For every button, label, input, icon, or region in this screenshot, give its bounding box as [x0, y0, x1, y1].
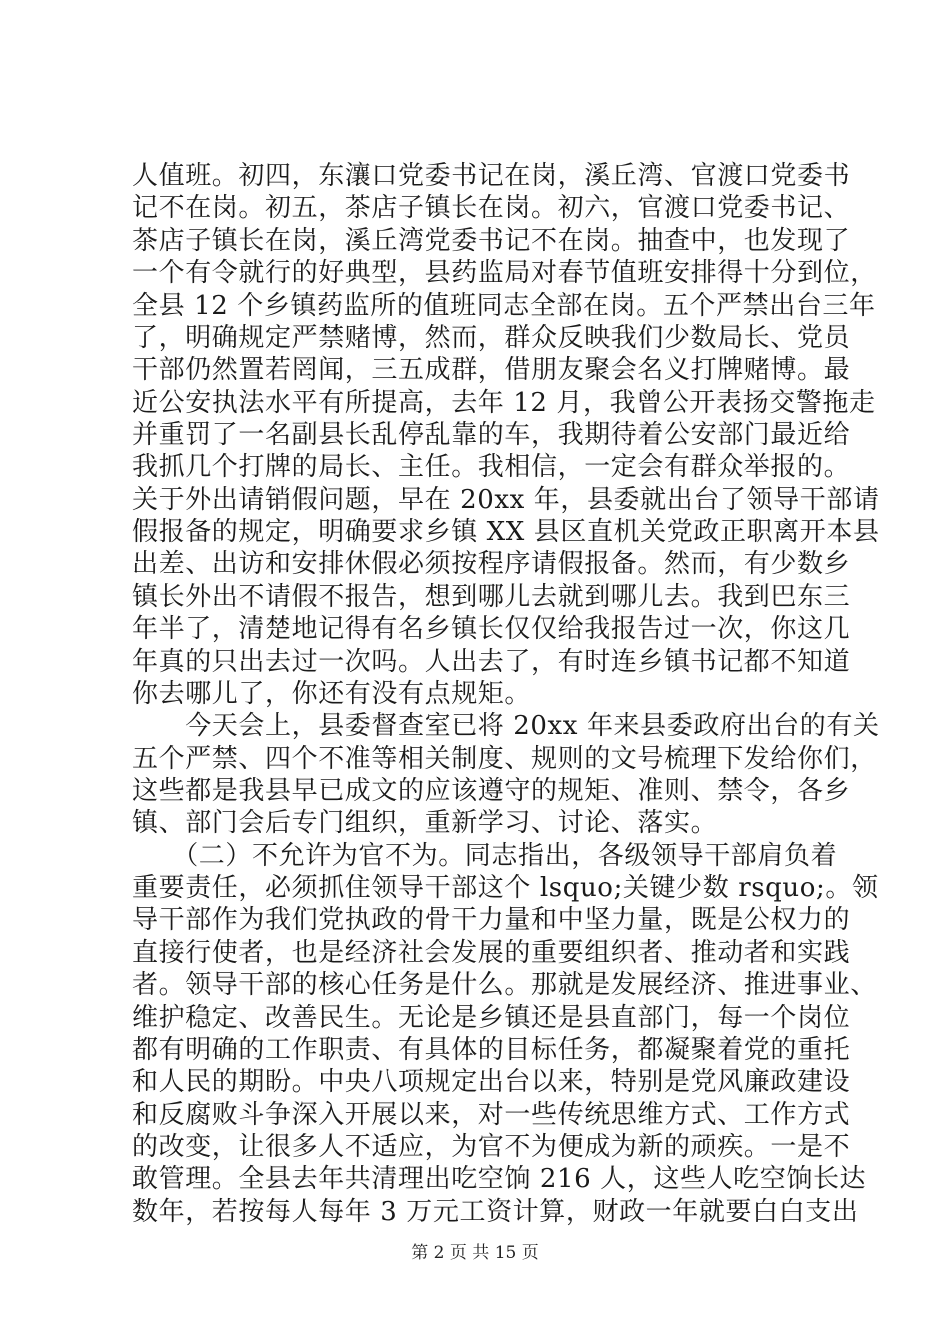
text-line: 都有明确的工作职责、有具体的目标任务，都凝聚着党的重托 [132, 1034, 851, 1065]
text-line: 导干部作为我们党执政的骨干力量和中坚力量，既是公权力的 [132, 905, 851, 936]
text-line: 的改变，让很多人不适应，为官不为便成为新的顽疾。一是不 [132, 1131, 851, 1162]
text-line: 重要责任，必须抓住领导干部这个 lsquo;关键少数 rsquo;。领 [132, 873, 879, 903]
text-line: 这些都是我县早已成文的应该遵守的规矩、准则、禁令，各乡 [132, 775, 851, 806]
text-line: （二）不允许为官不为。同志指出，各级领导干部肩负着 [132, 840, 838, 871]
text-line: 并重罚了一名副县长乱停乱靠的车，我期待着公安部门最近给 [132, 419, 851, 450]
text-line: 直接行使者，也是经济社会发展的重要组织者、推动者和实践 [132, 937, 851, 968]
text-line: 出差、出访和安排休假必须按程序请假报备。然而，有少数乡 [132, 549, 851, 580]
text-line: 年真的只出去过一次吗。人出去了，有时连乡镇书记都不知道 [132, 646, 851, 677]
text-line: 你去哪儿了，你还有没有点规矩。 [132, 678, 532, 709]
text-line: 茶店子镇长在岗，溪丘湾党委书记不在岗。抽查中，也发现了 [132, 225, 851, 256]
text-line: 全县 12 个乡镇药监所的值班同志全部在岗。五个严禁出台三年 [132, 290, 876, 321]
text-line: 我抓几个打牌的局长、主任。我相信，一定会有群众举报的。 [132, 452, 851, 483]
text-line: 年半了，清楚地记得有名乡镇长仅仅给我报告过一次，你这几 [132, 614, 851, 645]
text-line: 今天会上，县委督查室已将 20xx 年来县委政府出台的有关 [132, 711, 880, 742]
text-line: 敢管理。全县去年共清理出吃空饷 216 人，这些人吃空饷长达 [132, 1164, 867, 1195]
text-line: 和人民的期盼。中央八项规定出台以来，特别是党风廉政建设 [132, 1067, 851, 1098]
text-line: 干部仍然置若罔闻，三五成群，借朋友聚会名义打牌赌博。最 [132, 355, 851, 386]
text-line: 近公安执法水平有所提高，去年 12 月，我曾公开表扬交警拖走 [132, 387, 876, 418]
text-line: 人值班。初四，东瀼口党委书记在岗，溪丘湾、官渡口党委书 [132, 161, 851, 191]
text-line: 一个有令就行的好典型，县药监局对春节值班安排得十分到位， [132, 258, 877, 289]
page-number-footer: 第 2 页 共 15 页 [411, 1243, 539, 1263]
text-line: 记不在岗。初五，茶店子镇长在岗。初六，官渡口党委书记、 [132, 193, 851, 224]
text-line: 镇长外出不请假不报告，想到哪儿去就到哪儿去。我到巴东三 [132, 581, 851, 612]
text-line: 了，明确规定严禁赌博，然而，群众反映我们少数局长、党员 [132, 322, 851, 353]
text-line: 维护稳定、改善民生。无论是乡镇还是县直部门，每一个岗位 [132, 1002, 851, 1033]
text-line: 数年，若按每人每年 3 万元工资计算，财政一年就要白白支出 [132, 1196, 859, 1227]
text-line: 关于外出请销假问题，早在 20xx 年，县委就出台了领导干部请 [132, 484, 880, 515]
text-line: 五个严禁、四个不准等相关制度、规则的文号梳理下发给你们， [132, 743, 877, 774]
text-line: 镇、部门会后专门组织，重新学习、讨论、落实。 [132, 808, 718, 839]
text-line: 和反腐败斗争深入开展以来，对一些传统思维方式、工作方式 [132, 1099, 851, 1130]
text-line: 者。领导干部的核心任务是什么。那就是发展经济、推进事业、 [132, 970, 877, 1001]
text-line: 假报备的规定，明确要求乡镇 XX 县区直机关党政正职离开本县 [132, 517, 880, 547]
